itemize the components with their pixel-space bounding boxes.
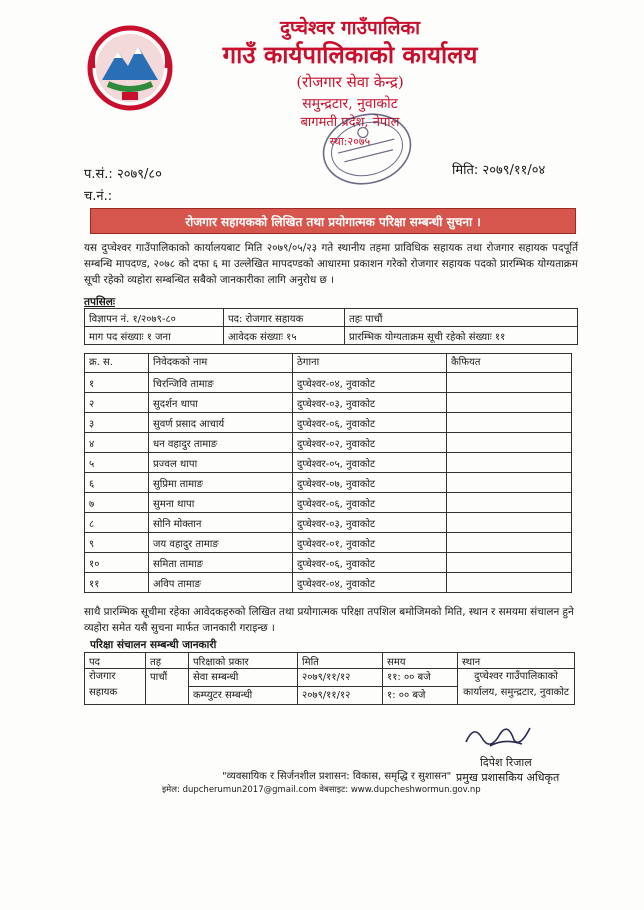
- table-cell: सुदर्शन थापा: [149, 393, 293, 413]
- candidate-list-table: [84, 353, 572, 593]
- province-name: बागमती प्रदेश, नेपाल: [300, 115, 400, 130]
- column-header: पद: [85, 653, 146, 669]
- footer-motto: "व्यवसायिक र सिर्जनशील प्रशासन: विकास, समृद्धि र सुशासन": [222, 771, 452, 782]
- table-cell: माग पद संख्याः १ जना: [85, 327, 224, 345]
- office-name: गाउँ कार्यपालिकाको कार्यालय: [222, 40, 478, 69]
- table-cell: ८: [85, 513, 149, 533]
- table-cell: तहः पाचौं: [345, 309, 578, 327]
- table-cell: सुवर्ण प्रसाद आचार्य: [149, 413, 293, 433]
- table-row: [85, 669, 575, 687]
- table-cell: दुप्चेश्वर-०५, नुवाकोट: [293, 453, 447, 473]
- table-cell: धन वहादुर तामाङ: [149, 433, 293, 453]
- intro-paragraph: यस दुप्चेश्वर गाउँपालिकाको कार्यालयबाट मिति २०७९/०५/२३ गते स्थानीय तहमा प्राविधिक सहायक तथा रोजगार सहायक पदपूर्ति सम्बन्धि मापदण्ड, २०७८ को दफा ६ मा उल्लेखित मापदण्डको आधारमा प्रकाशन गरेको रोजगार सहायक पदको प्रारम्भिक योग्यताक्रम सूची रहेको व्यहोरा सम्बन्धित सबैको जानकारीका लागि अनुरोध छ ।: [84, 242, 578, 286]
- dispatch-number: च.नं.:: [84, 189, 113, 204]
- table-cell: सुप्रिमा तामाङ: [149, 473, 293, 493]
- table-cell: २०७९/११/१२: [298, 687, 383, 705]
- table-cell: ५: [85, 453, 149, 473]
- notice-date: मिति: २०७९/११/०४: [452, 163, 546, 178]
- table-cell: सोनि मोक्तान: [149, 513, 293, 533]
- footer-contact: इमेल: dupcherumun2017@gmail.com वेबसाइट: www.dupcheshwormun.gov.np: [162, 785, 481, 795]
- table-cell: पद: रोजगार सहायक: [224, 309, 345, 327]
- table-row: [85, 453, 572, 473]
- table-cell: [447, 513, 572, 533]
- signatory-name: दिपेश रिजाल: [480, 756, 532, 769]
- table-cell: [447, 393, 572, 413]
- venue-cell: दुप्चेश्वर गाउँपालिकाको कार्यालय, समुन्द्रटार, नुवाकोट: [458, 669, 575, 705]
- table-cell: ७: [85, 493, 149, 513]
- column-header: ठेगाना: [293, 354, 447, 373]
- post-cell: रोजगार सहायक: [85, 669, 146, 705]
- table-cell: प्रज्वल थापा: [149, 453, 293, 473]
- column-header: समय: [383, 653, 458, 669]
- service-center-name: (रोजगार सेवा केन्द्र): [296, 73, 404, 91]
- table-row: [85, 473, 572, 493]
- table-row: [85, 373, 572, 393]
- notice-title-banner: रोजगार सहायकको लिखित तथा प्रयोगात्मक परिक्षा सम्बन्धी सुचना ।: [90, 208, 576, 234]
- table-cell: [447, 453, 572, 473]
- table-row: [85, 393, 572, 413]
- table-cell: कम्प्युटर सम्बन्धी: [189, 687, 298, 705]
- table-cell: [447, 533, 572, 553]
- table-cell: [447, 473, 572, 493]
- table-cell: आवेदक संख्याः १५: [224, 327, 345, 345]
- table-cell: दुप्चेश्वर-०६, नुवाकोट: [293, 493, 447, 513]
- table-cell: १: ०० बजे: [383, 687, 458, 705]
- table-cell: [447, 433, 572, 453]
- table-cell: जय वहादुर तामाङ: [149, 533, 293, 553]
- level-cell: पाचौं: [146, 669, 189, 705]
- table-cell: दुप्चेश्वर-०७, नुवाकोट: [293, 473, 447, 493]
- table-row: [85, 533, 572, 553]
- table-cell: दुप्चेश्वर-०३, नुवाकोट: [293, 513, 447, 533]
- table-cell: सुमना थापा: [149, 493, 293, 513]
- column-header: मिति: [298, 653, 383, 669]
- table-cell: समिता तामाङ: [149, 553, 293, 573]
- table-cell: ३: [85, 413, 149, 433]
- exam-section-label: परिक्षा संचालन सम्बन्धी जानकारी: [90, 639, 217, 651]
- table-row: [85, 553, 572, 573]
- table-cell: ११: [85, 573, 149, 593]
- table-row: [85, 433, 572, 453]
- column-header: क्र. स.: [85, 354, 149, 373]
- table-cell: ४: [85, 433, 149, 453]
- exam-schedule-table: [84, 652, 575, 705]
- column-header: परिक्षाको प्रकार: [189, 653, 298, 669]
- table-cell: चिरन्जिवि तामाङ: [149, 373, 293, 393]
- handwritten-signature-icon: [460, 718, 540, 752]
- details-label: तपसिलः: [84, 296, 116, 308]
- signatory-title: प्रमुख प्रशासकिय अधिकृत: [456, 771, 560, 784]
- table-cell: प्रारम्भिक योग्यताक्रम सूची रहेको संख्याः ११: [345, 327, 578, 345]
- table-cell: दुप्चेश्वर-०२, नुवाकोट: [293, 433, 447, 453]
- table-cell: [447, 573, 572, 593]
- table-row: [85, 573, 572, 593]
- table-cell: ९: [85, 533, 149, 553]
- table-cell: [447, 493, 572, 513]
- table-cell: [447, 413, 572, 433]
- table-row: [85, 327, 578, 345]
- table-cell: दुप्चेश्वर-०६, नुवाकोट: [293, 413, 447, 433]
- table-cell: ११: ०० बजे: [383, 669, 458, 687]
- table-cell: दुप्चेश्वर-०१, नुवाकोट: [293, 533, 447, 553]
- municipality-name: दुप्चेश्वर गाउँपालिका: [279, 17, 421, 39]
- table-cell: [447, 373, 572, 393]
- column-header: कैफियत: [447, 354, 572, 373]
- table-row: [85, 493, 572, 513]
- table-row: [85, 513, 572, 533]
- table-cell: दुप्चेश्वर-०६, नुवाकोट: [293, 553, 447, 573]
- table-cell: [447, 553, 572, 573]
- table-cell: सेवा सम्बन्धी: [189, 669, 298, 687]
- vacancy-info-table: [84, 308, 578, 345]
- exam-paragraph: साथै प्रारम्भिक सूचीमा रहेका आवेदकहरुको लिखित तथा प्रयोगात्मक परिक्षा तपशिल बमोजिमको मिति, स्थान र समयमा संचालन हुने व्यहोरा समेत यसै सुचना मार्फत जानकारी गराइन्छ ।: [84, 606, 574, 634]
- table-row: [85, 309, 578, 327]
- table-cell: अविप तामाङ: [149, 573, 293, 593]
- office-stamp-icon: [318, 108, 416, 190]
- office-address: समुन्द्रटार, नुवाकोट: [302, 96, 398, 112]
- column-header: स्थान: [458, 653, 575, 669]
- table-cell: ६: [85, 473, 149, 493]
- table-cell: दुप्चेश्वर-०३, नुवाकोट: [293, 393, 447, 413]
- table-cell: १: [85, 373, 149, 393]
- table-cell: २: [85, 393, 149, 413]
- column-header: तह: [146, 653, 189, 669]
- table-cell: विज्ञापन नं. १/२०७९-८०: [85, 309, 224, 327]
- table-cell: १०: [85, 553, 149, 573]
- table-header-row: [85, 653, 575, 669]
- established-year: स्था:२०७५: [329, 135, 371, 148]
- nepal-emblem-icon: [84, 22, 176, 112]
- table-row: [85, 413, 572, 433]
- table-cell: दुप्चेश्वर-०४, नुवाकोट: [293, 373, 447, 393]
- reference-number: प.सं.: २०७९/८०: [84, 167, 162, 182]
- column-header: निवेदकको नाम: [149, 354, 293, 373]
- table-cell: दुप्चेश्वर-०४, नुवाकोट: [293, 573, 447, 593]
- table-header-row: [85, 354, 572, 373]
- table-cell: २०७९/११/१२: [298, 669, 383, 687]
